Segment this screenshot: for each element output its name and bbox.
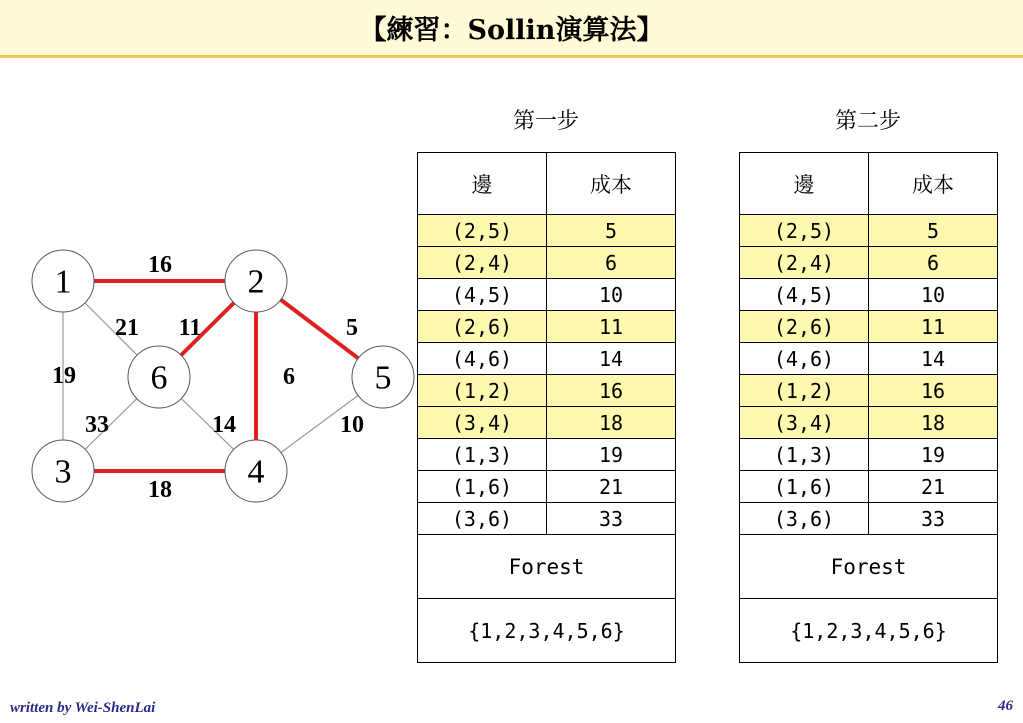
footer-author: written by Wei-ShenLai <box>10 700 156 716</box>
edge-cell: (3,4) <box>740 407 869 439</box>
node-label: 2 <box>247 263 265 301</box>
edge-weight-2-6: 11 <box>178 315 202 341</box>
cost-cell: 18 <box>869 407 998 439</box>
edge-cell: (1,6) <box>740 471 869 503</box>
cost-cell: 11 <box>547 311 676 343</box>
cost-cell: 33 <box>869 503 998 535</box>
edge-row <box>740 279 998 311</box>
step-1-heading: 第一步 <box>512 109 579 134</box>
edge-cell: (1,2) <box>740 375 869 407</box>
cost-cell: 19 <box>869 439 998 471</box>
edge-weight-4-5: 10 <box>340 412 364 438</box>
edge-cell: (2,5) <box>740 215 869 247</box>
cost-cell: 10 <box>547 279 676 311</box>
edge-row <box>418 375 676 407</box>
edge-weight-2-4: 6 <box>283 364 295 390</box>
edge-row <box>418 311 676 343</box>
cost-column-header: 成本 <box>869 153 998 215</box>
edge-weight-3-4: 18 <box>148 477 172 503</box>
edge-cell: (3,4) <box>418 407 547 439</box>
edge-row <box>740 439 998 471</box>
page-number: 46 <box>998 698 1013 714</box>
node-label: 3 <box>54 453 72 491</box>
edge-cell: (2,6) <box>418 311 547 343</box>
cost-cell: 5 <box>869 215 998 247</box>
node-label: 5 <box>374 359 392 397</box>
edge-cell: (2,4) <box>740 247 869 279</box>
cost-cell: 18 <box>547 407 676 439</box>
step-1-table <box>417 152 676 663</box>
edge-row <box>418 503 676 535</box>
edge-row <box>740 215 998 247</box>
cost-cell: 14 <box>869 343 998 375</box>
edge-weight-1-2: 16 <box>148 252 172 278</box>
table-header-row <box>418 153 676 215</box>
edge-row <box>740 407 998 439</box>
step-2-heading: 第二步 <box>834 109 901 134</box>
node-label: 4 <box>247 453 265 491</box>
edge-weight-2-5: 5 <box>346 315 358 341</box>
forest-set-row <box>740 599 998 663</box>
edge-cell: (2,5) <box>418 215 547 247</box>
cost-cell: 11 <box>869 311 998 343</box>
forest-label: Forest <box>740 535 998 599</box>
forest-set-row <box>418 599 676 663</box>
cost-column-header: 成本 <box>547 153 676 215</box>
edge-cell: (2,6) <box>740 311 869 343</box>
edge-cell: (4,5) <box>740 279 869 311</box>
edge-row <box>418 247 676 279</box>
cost-cell: 5 <box>547 215 676 247</box>
edge-row <box>740 503 998 535</box>
cost-cell: 14 <box>547 343 676 375</box>
edge-cell: (4,6) <box>740 343 869 375</box>
edge-row <box>418 279 676 311</box>
cost-cell: 21 <box>547 471 676 503</box>
cost-cell: 10 <box>869 279 998 311</box>
forest-row <box>740 535 998 599</box>
cost-cell: 6 <box>547 247 676 279</box>
edge-cell: (1,2) <box>418 375 547 407</box>
edge-cell: (1,3) <box>740 439 869 471</box>
edge-cell: (3,6) <box>740 503 869 535</box>
forest-set: {1,2,3,4,5,6} <box>418 599 676 663</box>
edge-row <box>418 471 676 503</box>
cost-cell: 19 <box>547 439 676 471</box>
cost-cell: 6 <box>869 247 998 279</box>
forest-set: {1,2,3,4,5,6} <box>740 599 998 663</box>
cost-cell: 21 <box>869 471 998 503</box>
edge-row <box>418 343 676 375</box>
edge-weight-3-6: 33 <box>85 412 109 438</box>
node-label: 6 <box>150 359 168 397</box>
edge-weight-1-3: 19 <box>52 363 76 389</box>
slide-title: 【練習：Sollin演算法】 <box>359 15 664 46</box>
edge-weight-1-6: 21 <box>115 315 139 341</box>
forest-row <box>418 535 676 599</box>
edge-column-header: 邊 <box>418 153 547 215</box>
cost-cell: 16 <box>547 375 676 407</box>
edge-row <box>740 311 998 343</box>
step-2-table <box>739 152 998 663</box>
edge-row <box>740 375 998 407</box>
edge-cell: (2,4) <box>418 247 547 279</box>
edge-column-header: 邊 <box>740 153 869 215</box>
edge-cell: (4,6) <box>418 343 547 375</box>
edge-cell: (1,3) <box>418 439 547 471</box>
edge-row <box>418 439 676 471</box>
table-header-row <box>740 153 998 215</box>
cost-cell: 33 <box>547 503 676 535</box>
edge-row <box>740 471 998 503</box>
edge-row <box>740 247 998 279</box>
edge-row <box>740 343 998 375</box>
forest-label: Forest <box>418 535 676 599</box>
edge-row <box>418 215 676 247</box>
cost-cell: 16 <box>869 375 998 407</box>
node-label: 1 <box>54 263 72 301</box>
edge-cell: (1,6) <box>418 471 547 503</box>
edge-cell: (4,5) <box>418 279 547 311</box>
edge-weight-6-4: 14 <box>212 412 236 438</box>
edge-cell: (3,6) <box>418 503 547 535</box>
edge-row <box>418 407 676 439</box>
